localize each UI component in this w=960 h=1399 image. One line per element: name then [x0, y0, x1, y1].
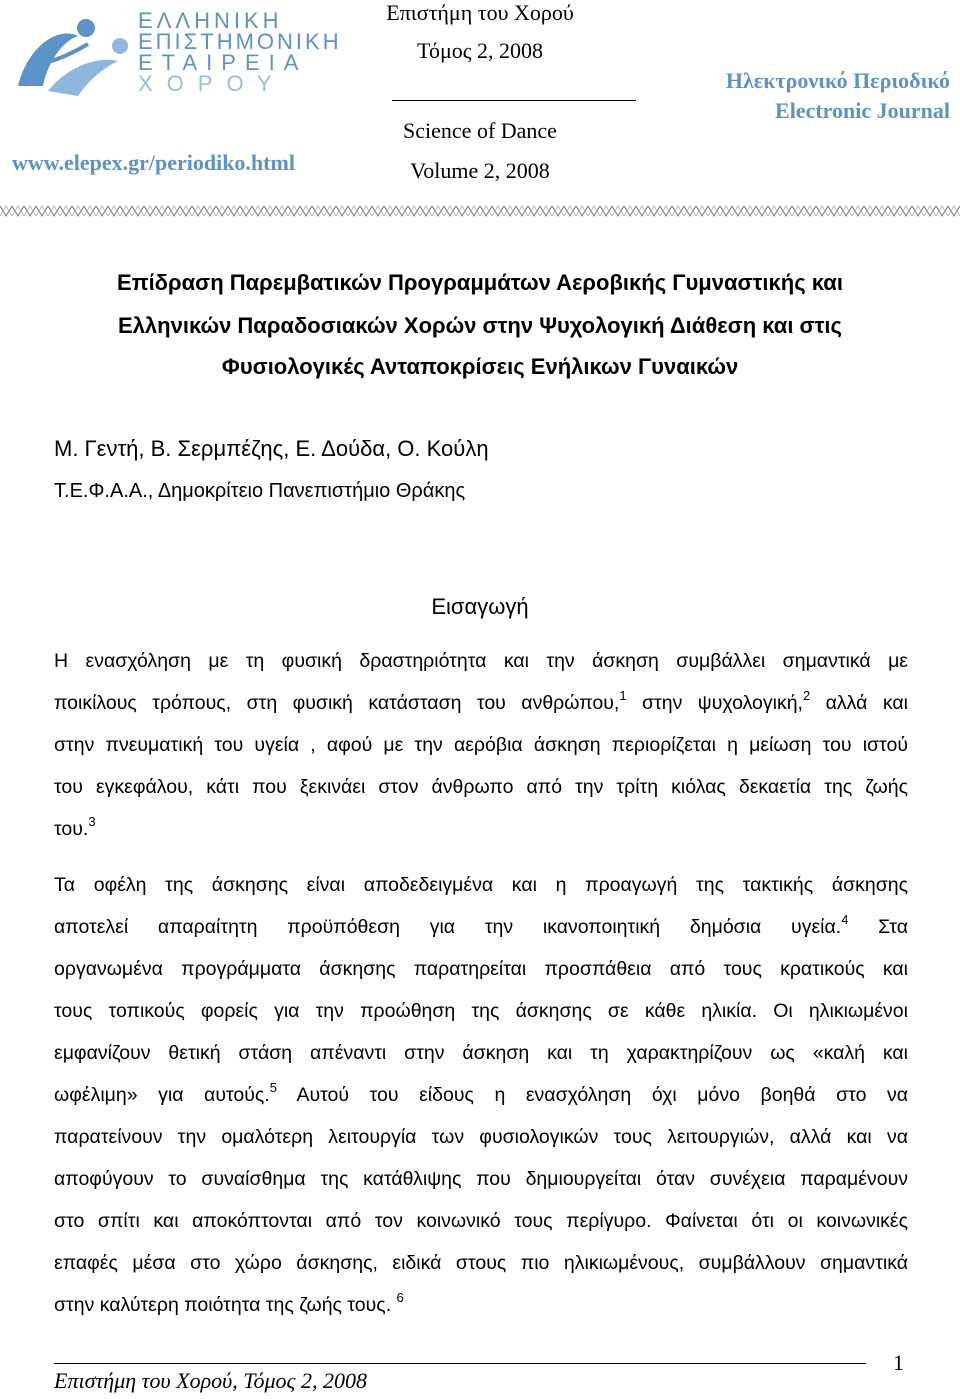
text-line: αποφύγουν το συναίσθημα της κατάθλιψης που δημιουργείται όταν συνέχεια παραμένουν [54, 1168, 908, 1190]
text-line: επαφές μέσα στο χώρο άσκησης, ειδικά στους πιο ηλικιωμένους, συμβάλλουν σημαντικά [54, 1252, 908, 1274]
journal-title-gr: Επιστήμη του Χορού [386, 0, 574, 25]
article-title-line: Ελληνικών Παραδοσιακών Χορών στην Ψυχολογική Διάθεση και στις [118, 313, 842, 338]
text-line: του εγκεφάλου, κάτι που ξεκινάει στον άνθρωπο από την τρίτη κιόλας δεκαετία της ζωής [54, 776, 908, 798]
text-line: στο σπίτι και αποκόπτονται από τον κοινωνικό τους περίγυρο. Φαίνεται ότι οι κοινωνικές [54, 1210, 908, 1232]
text-line: οργανωμένα προγράμματα άσκησης παρατηρείται προσπάθεια από τους κρατικούς και [54, 958, 908, 980]
logo-wordmark [138, 10, 342, 94]
header-divider [392, 100, 636, 101]
article-title-line: Επίδραση Παρεμβατικών Προγραμμάτων Αεροβικής Γυμναστικής και [117, 270, 843, 295]
website-link[interactable]: www.elepex.gr/periodiko.html [12, 150, 295, 175]
text-line: στην πνευματική του υγεία , αφού με την αερόβια άσκηση περιορίζεται η μείωση του ιστού [54, 734, 908, 756]
footnote-ref: 1 [619, 688, 627, 703]
electronic-journal-label [670, 66, 950, 126]
text-line: Τα οφέλη της άσκησης είναι αποδεδειγμένα και η προαγωγή της τακτικής άσκησης [54, 874, 908, 896]
footer-journal: Επιστήμη του Χορού, Τόμος 2, 2008 [54, 1368, 367, 1393]
footnote-ref: 5 [269, 1080, 277, 1095]
society-logo [8, 6, 342, 106]
text-line: του.$^3$ [54, 814, 96, 840]
text-line: Η ενασχόληση με τη φυσική δραστηριότητα και την άσκηση συμβάλλει σημαντικά με [54, 650, 908, 672]
text-line: παρατείνουν την ομαλότερη λειτουργία των φυσιολογικών τους λειτουργιών, αλλά και να [54, 1126, 908, 1148]
text-line: ωφέλιμη» για αυτούς.$^5$ Αυτού του είδους η ενασχόληση όχι μόνο βοηθά στο να [54, 1080, 908, 1106]
logo-line: ΕΛΛΗΝΙΚΗ [138, 8, 283, 33]
ejournal-gr: Ηλεκτρονικό Περιοδικό [725, 68, 950, 93]
footnote-ref: 2 [802, 688, 811, 703]
footer-divider [54, 1363, 866, 1364]
text-line: εμφανίζουν θετική στάση απέναντι στην άσκηση και τη χαρακτηρίζουν ως «καλή και [54, 1042, 908, 1064]
journal-volume-en: Volume 2, 2008 [410, 158, 550, 183]
paragraph-benefits [54, 864, 908, 1326]
footnote-ref: 3 [88, 814, 96, 829]
logo-line: ΕΤΑΙΡΕΙΑ [138, 50, 308, 75]
paragraph-intro [54, 640, 908, 850]
logo-line: ΧΟΡΟΥ [138, 71, 286, 96]
article-title-line: Φυσιολογικές Ανταποκρίσεις Ενήλικων Γυναικών [221, 354, 739, 379]
affiliation: Τ.Ε.Φ.Α.Α., Δημοκρίτειο Πανεπιστήμιο Θράκης [54, 480, 466, 502]
footnote-ref: 4 [841, 912, 849, 927]
journal-volume-gr: Τόμος 2, 2008 [417, 38, 543, 63]
logo-line: ΕΠΙΣΤΗΜΟΝΙΚΗ [138, 29, 342, 54]
zigzag-divider [0, 204, 960, 218]
journal-title-en: Science of Dance [403, 118, 557, 143]
text-line: ποικίλους τρόπους, στη φυσική κατάσταση του ανθρώπου,$^1$ στην ψυχολογική,$^2$ αλλά και [54, 688, 908, 714]
section-heading: Εισαγωγή [431, 594, 529, 619]
text-line: τους τοπικούς φορείς για την προώθηση της άσκησης σε κάθε ηλικία. Οι ηλικιωμένοι [54, 1000, 908, 1022]
footnote-ref: 6 [396, 1290, 404, 1305]
dancers-logo-icon [8, 6, 138, 106]
page-number: 1 [893, 1350, 904, 1375]
authors: Μ. Γεντή, Β. Σερμπέζης, Ε. Δούδα, Ο. Κούλη [54, 436, 489, 461]
ejournal-en: Electronic Journal [775, 98, 950, 123]
text-line: αποτελεί απαραίτητη προϋπόθεση για την ικανοποιητική δημόσια υγεία.$^4$ Στα [54, 912, 908, 938]
text-line: στην καλύτερη ποιότητα της ζωής τους. $^6$ [54, 1290, 404, 1316]
